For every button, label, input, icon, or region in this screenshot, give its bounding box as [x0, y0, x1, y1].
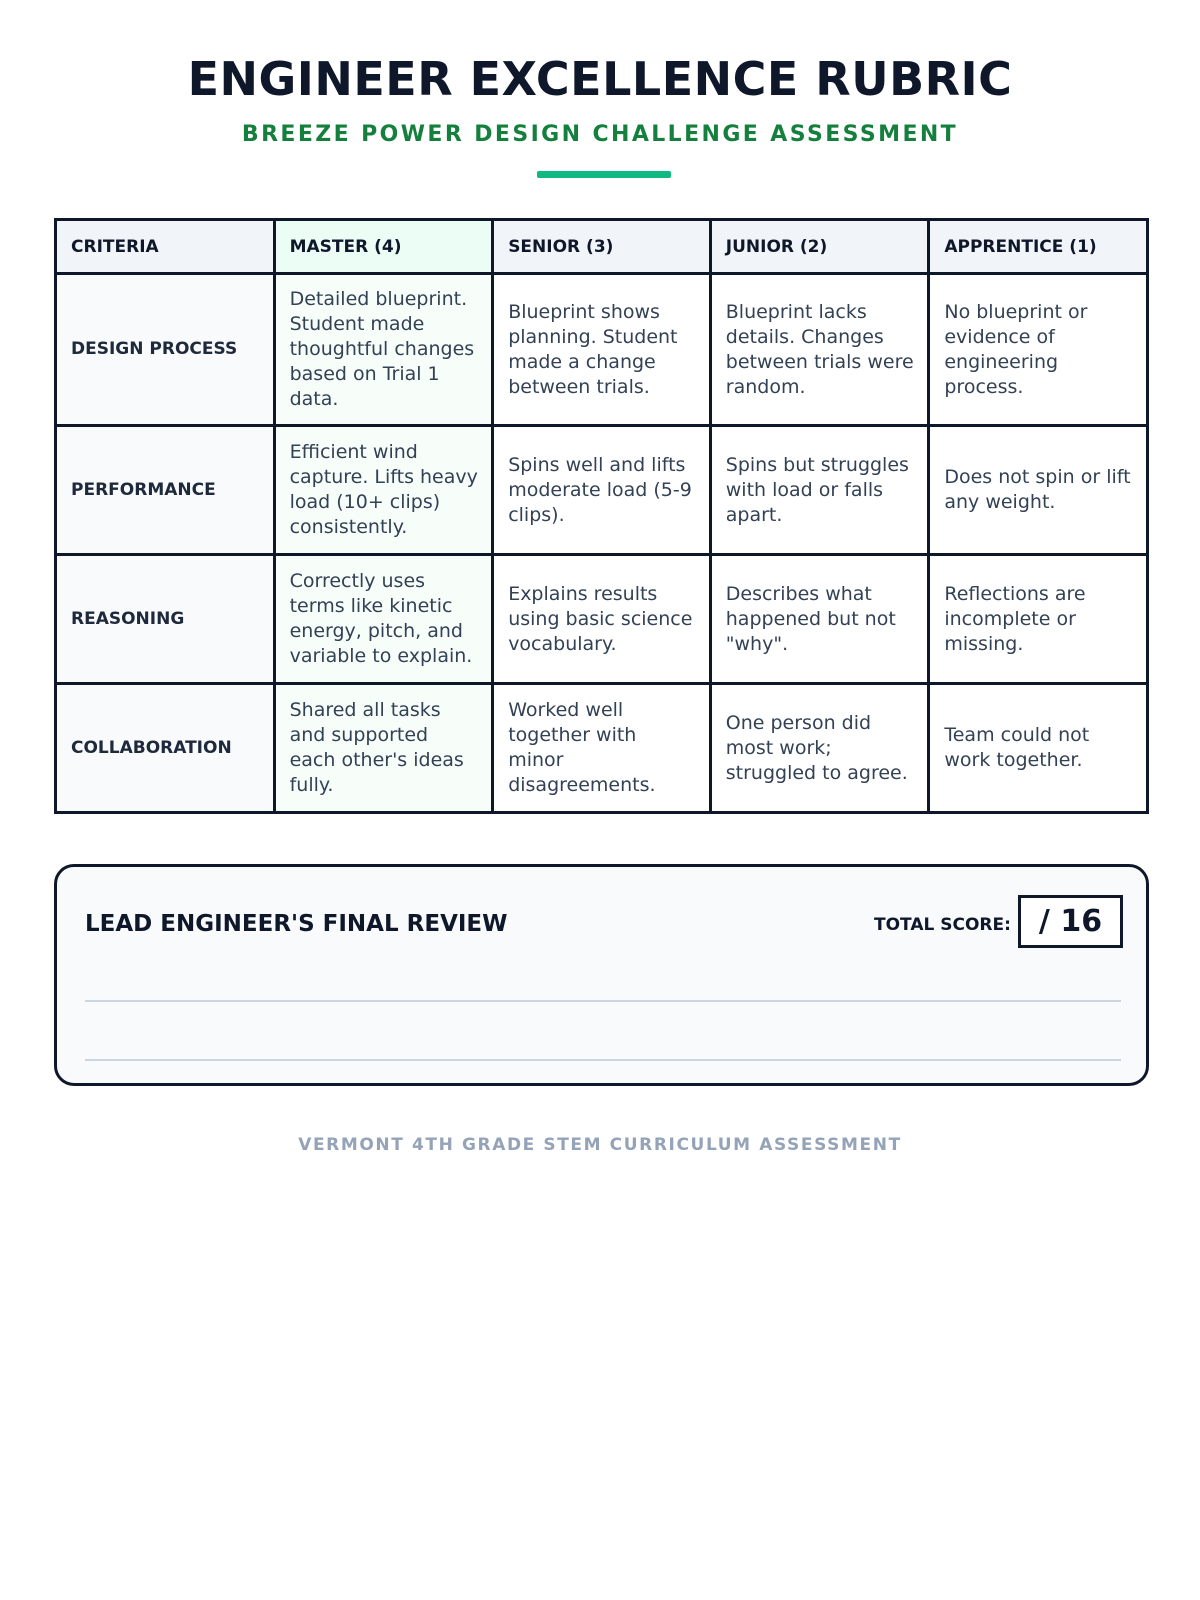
table-row [56, 555, 1148, 684]
criteria-cell: PERFORMANCE [56, 426, 275, 555]
title-accent-bar [537, 171, 671, 178]
page-subtitle: BREEZE POWER DESIGN CHALLENGE ASSESSMENT [241, 122, 959, 147]
master-cell: Shared all tasks and supported each other's ideas fully. [274, 684, 493, 813]
junior-cell: Blueprint lacks details. Changes between trials were random. [710, 274, 929, 426]
junior-cell: One person did most work; struggled to agree. [710, 684, 929, 813]
senior-cell: Worked well together with minor disagreements. [493, 684, 711, 813]
review-writing-line[interactable] [85, 1000, 1121, 1002]
final-review-title: LEAD ENGINEER'S FINAL REVIEW [85, 911, 508, 937]
senior-cell: Spins well and lifts moderate load (5-9 clips). [493, 426, 711, 555]
final-review-box [54, 864, 1149, 1086]
apprentice-cell: No blueprint or evidence of engineering process. [929, 274, 1148, 426]
page-title: ENGINEER EXCELLENCE RUBRIC [187, 52, 1013, 106]
criteria-cell: REASONING [56, 555, 275, 684]
senior-cell: Explains results using basic science vocabulary. [493, 555, 711, 684]
review-writing-line[interactable] [85, 1059, 1121, 1061]
master-cell: Detailed blueprint. Student made thoughtful changes based on Trial 1 data. [274, 274, 493, 426]
column-header-master: MASTER (4) [274, 220, 493, 274]
senior-cell: Blueprint shows planning. Student made a change between trials. [493, 274, 711, 426]
junior-cell: Describes what happened but not "why". [710, 555, 929, 684]
table-row [56, 426, 1148, 555]
total-score-field[interactable]: / 16 [1018, 895, 1123, 948]
master-cell: Correctly uses terms like kinetic energy, pitch, and variable to explain. [274, 555, 493, 684]
total-score-label: TOTAL SCORE: [874, 915, 1011, 935]
apprentice-cell: Reflections are incomplete or missing. [929, 555, 1148, 684]
column-header-criteria: CRITERIA [56, 220, 275, 274]
column-header-junior: JUNIOR (2) [710, 220, 929, 274]
table-row [56, 684, 1148, 813]
apprentice-cell: Team could not work together. [929, 684, 1148, 813]
rubric-header-row [56, 220, 1148, 274]
rubric-table [54, 218, 1149, 814]
table-row [56, 274, 1148, 426]
page-footer: VERMONT 4TH GRADE STEM CURRICULUM ASSESSMENT [298, 1135, 902, 1155]
criteria-cell: COLLABORATION [56, 684, 275, 813]
column-header-apprentice: APPRENTICE (1) [929, 220, 1148, 274]
criteria-cell: DESIGN PROCESS [56, 274, 275, 426]
apprentice-cell: Does not spin or lift any weight. [929, 426, 1148, 555]
junior-cell: Spins but struggles with load or falls apart. [710, 426, 929, 555]
master-cell: Efficient wind capture. Lifts heavy load (10+ clips) consistently. [274, 426, 493, 555]
column-header-senior: SENIOR (3) [493, 220, 711, 274]
